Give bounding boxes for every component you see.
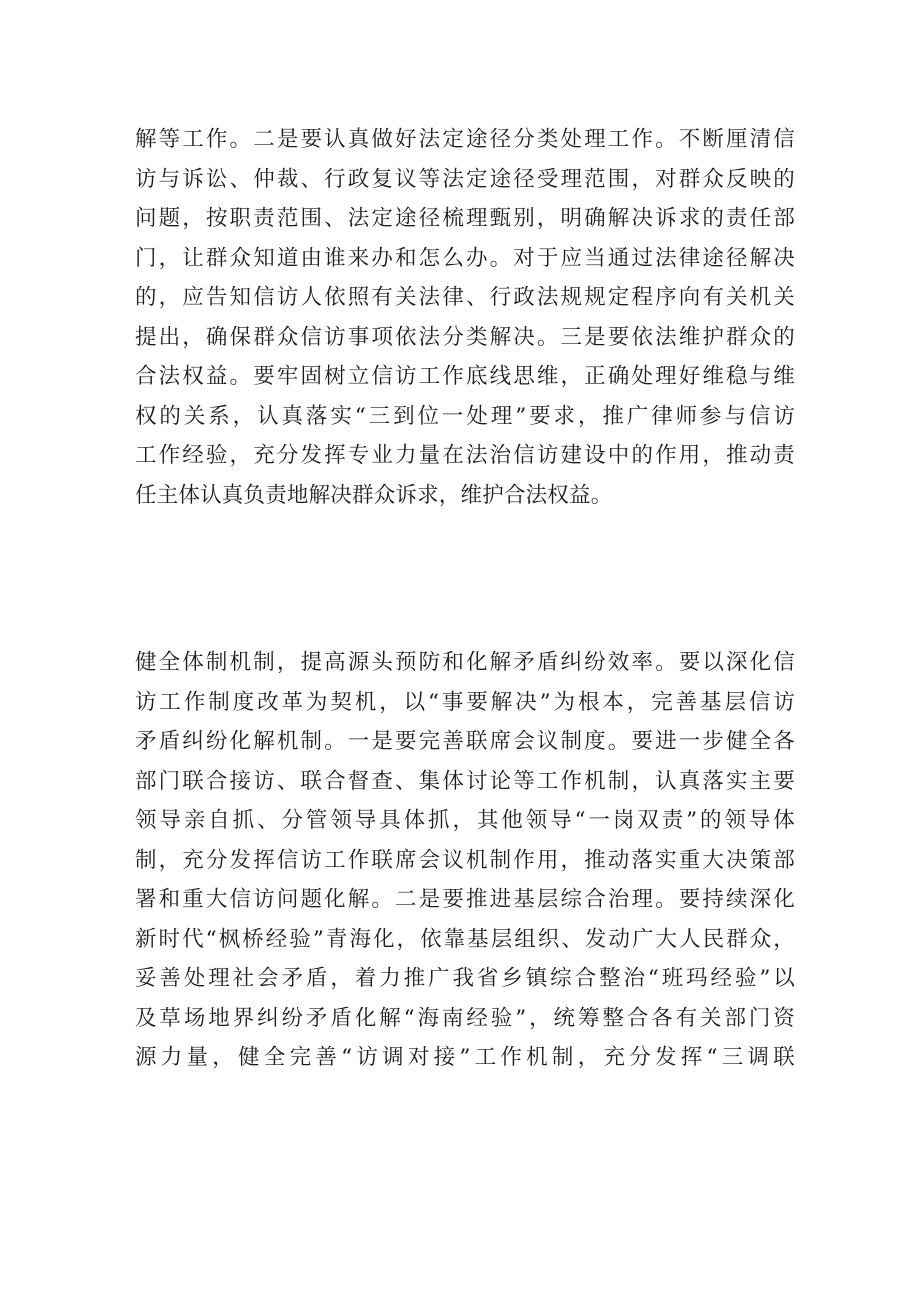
paragraph-line: 合法权益。要牢固树立信访工作底线思维，正确处理好维稳与维 xyxy=(135,364,795,389)
paragraph-line: 妥善处理社会矛盾，着力推广我省乡镇综合整治“班玛经验”以 xyxy=(135,966,795,991)
paragraph-line: 及草场地界纠纷矛盾化解“海南经验”，统筹整合各有关部门资 xyxy=(135,1005,795,1031)
paragraph-line: 解等工作。二是要认真做好法定途径分类处理工作。不断厘清信 xyxy=(135,127,795,152)
paragraph-line: 任主体认真负责地解决群众诉求，维护合法权益。 xyxy=(135,482,613,508)
paragraph-1 xyxy=(135,120,795,515)
paragraph-line: 权的关系，认真落实“三到位一处理”要求，推广律师参与信访 xyxy=(135,403,795,429)
paragraph-line: 提出，确保群众信访事项依法分类解决。三是要依法维护群众的 xyxy=(135,324,795,350)
paragraph-line: 源力量，健全完善“访调对接”工作机制，充分发挥“三调联 xyxy=(135,1045,795,1070)
paragraph-line: 制，充分发挥信访工作联席会议机制作用，推动落实重大决策部 xyxy=(135,847,795,873)
paragraph-line: 门，让群众知道由谁来办和怎么办。对于应当通过法律途径解决 xyxy=(135,245,795,271)
paragraph-line: 署和重大信访问题化解。二是要推进基层综合治理。要持续深化 xyxy=(135,887,795,912)
paragraph-line: 问题，按职责范围、法定途径梳理甄别，明确解决诉求的责任部 xyxy=(135,206,795,231)
paragraph-line: 访工作制度改革为契机，以“事要解决”为根本，完善基层信访 xyxy=(135,689,795,715)
paragraph-line: 健全体制机制，提高源头预防和化解矛盾纠纷效率。要以深化信 xyxy=(135,650,795,675)
paragraph-line: 矛盾纠纷化解机制。一是要完善联席会议制度。要进一步健全各 xyxy=(135,729,795,754)
paragraph-line: 访与诉讼、仲裁、行政复议等法定途径受理范围，对群众反映的 xyxy=(135,166,795,192)
paragraph-line: 工作经验，充分发挥专业力量在法治信访建设中的作用，推动责 xyxy=(135,443,795,468)
paragraph-line: 部门联合接访、联合督查、集体讨论等工作机制，认真落实主要 xyxy=(135,768,795,794)
paragraph-line: 的，应告知信访人依照有关法律、行政法规规定程序向有关机关 xyxy=(135,285,795,310)
paragraph-line: 新时代“枫桥经验”青海化，依靠基层组织、发动广大人民群众， xyxy=(135,926,795,952)
paragraph-line: 领导亲自抓、分管领导具体抓，其他领导“一岗双责”的领导体 xyxy=(135,808,795,833)
paragraph-2 xyxy=(135,643,795,1078)
